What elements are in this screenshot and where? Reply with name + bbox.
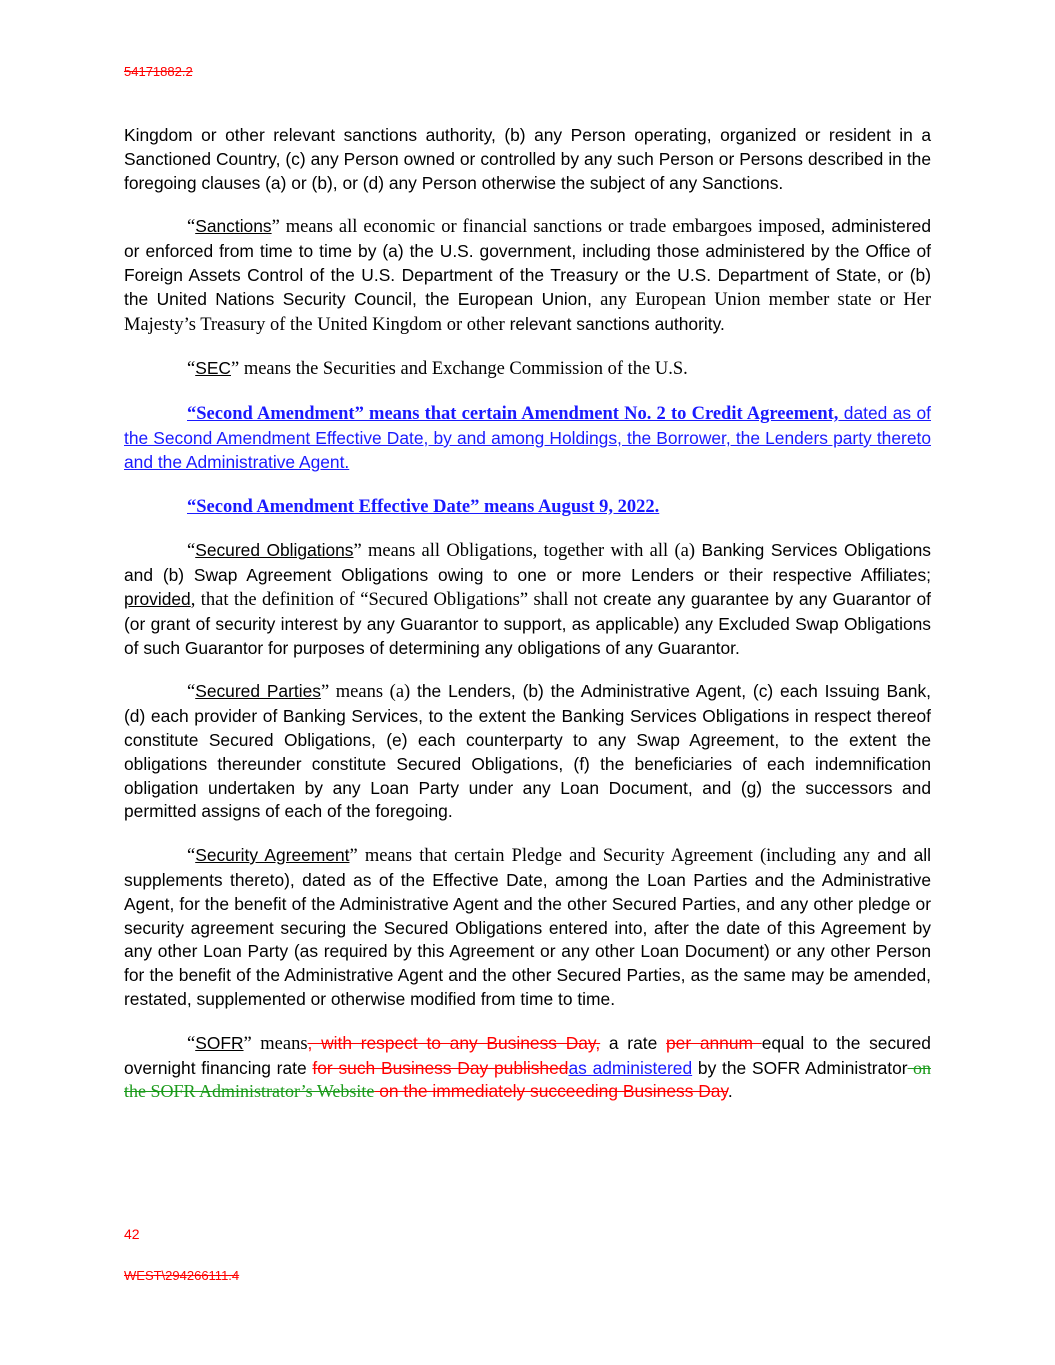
definition-text: administered or enforced from time to time by (a) the U.S. government, including those administered by the Office of Foreign Assets Control of the U.S. Department of the Treasury or the U.S. Department of State, or (b) the United Nations Security Council, the European Union, [124,216,931,309]
document-body [124,124,931,1124]
defined-term: Secured Parties [195,681,321,702]
open-quote: “ [187,359,196,380]
defined-term: Sanctions [195,216,272,237]
definition-lead: ” means [243,1033,308,1054]
definition-text: ” means the Securities and Exchange Commission of the U.S. [230,359,688,380]
definition-secured-obligations [124,539,931,660]
defined-term: Secured Obligations [195,540,354,561]
definition-sanctions [124,215,931,337]
definition-text: by the SOFR Administrator [692,1057,908,1078]
definition-lead: ” means that certain Pledge and Security Agreement (including any [349,846,870,867]
definition-text: Banking Services Obligations and (b) Swap Agreement Obligations owing to one or more Lenders or their respective Affiliates; [124,540,932,586]
definition-text: a rate [600,1032,666,1053]
open-quote: “ [187,682,196,703]
definition-text-end: create any guarantee by any Guarantor of (or grant of security interest by any Guarantor to support, as applicable) any Excluded Swap Obligations of such Guarantor for purposes of determining any obligations of any Guarantor. [124,588,931,658]
defined-term: SEC [195,358,231,379]
moved-text: on the SOFR Administrator’s Website [124,1057,931,1102]
definition-lead: ” means all Obligations, together with all (a) [353,541,695,562]
open-quote: “ [187,217,196,238]
deleted-text: per annum [665,1032,762,1053]
definition-sec [124,357,931,382]
definition-text: the Lenders, (b) the Administrative Agent, (c) each Issuing Bank, (d) each provider of Banking Services, to the extent the Banking Services Obligations in respect thereof constitute Secured Obligations, (e) each counterparty to any Swap Agreement, to the extent the obligations thereunder constitute Secured Obligations, (f) the beneficiaries of each indemnification obligation undertaken by any Loan Party under any Loan Document, and (g) the successors and permitted assigns of each of the foregoing. [124,681,931,822]
definition-lead: ” means all economic or financial sanctions or trade embargoes imposed, [271,217,826,238]
deleted-text: , with respect to any Business Day, [307,1032,601,1053]
definition-text-serif: any European Union member state or Her Majesty’s Treasury of the United Kingdom or other [124,289,931,335]
definition-end: relevant sanctions authority. [504,313,725,334]
definition-end: . [727,1081,733,1102]
inserted-bold-term: “Second Amendment Effective Date” means August 9, 2022. [187,496,660,517]
definition-text: equal to the secured overnight financing rate [124,1032,931,1078]
inserted-text: dated as of the Second Amendment Effective Date, by and among Holdings, the Borrower, the Lenders party thereto and the Administrative Agent. [124,403,931,472]
definition-second-amendment [124,402,931,474]
open-quote: “ [187,541,196,562]
page-number: 42 [124,1226,140,1242]
definition-lead: ” means (a) [320,682,411,703]
definition-security-agreement [124,844,931,1012]
deleted-text: for such Business Day published [312,1057,569,1078]
deleted-text: on the immediately succeeding Business Day [374,1081,728,1102]
inserted-text: as administered [568,1057,693,1078]
defined-term: SOFR [195,1032,244,1053]
definition-second-amendment-date [124,495,931,520]
definition-secured-parties [124,680,931,824]
definition-sofr [124,1032,931,1104]
paragraph-sanctioned-person-continued [124,124,931,195]
footer-doc-id: WEST\294266111.4 [124,1268,240,1283]
definition-text-serif: , that the definition of “Secured Obligations” shall not [190,589,598,610]
paragraph-text: Kingdom or other relevant sanctions authority, (b) any Person operating, organized or resident in a Sanctioned Country, (c) any Person owned or controlled by any such Person or Persons described in the foregoing clauses (a) or (b), or (d) any Person otherwise the subject of any Sanctions. [124,125,931,193]
open-quote: “ [187,1033,196,1054]
header-doc-id: 54171882.2 [124,64,193,79]
open-quote: “ [187,846,196,867]
provided-term: provided [124,588,191,609]
inserted-bold-term: “Second Amendment” means that certain Amendment No. 2 to Credit Agreement, [187,404,839,425]
definition-text: and all supplements thereto), dated as of the Effective Date, among the Loan Parties and the Administrative Agent, for the benefit of the Administrative Agent and the other Secured Parties, and any other pledge or security agreement securing the Secured Obligations entered into, after the date of this Agreement by any other Loan Party (as required by this Agreement or any other Loan Document) or any other Person for the benefit of the Administrative Agent and the other Secured Parties, as the same may be amended, restated, supplemented or otherwise modified from time to time. [124,845,932,1009]
defined-term: Security Agreement [195,845,350,866]
